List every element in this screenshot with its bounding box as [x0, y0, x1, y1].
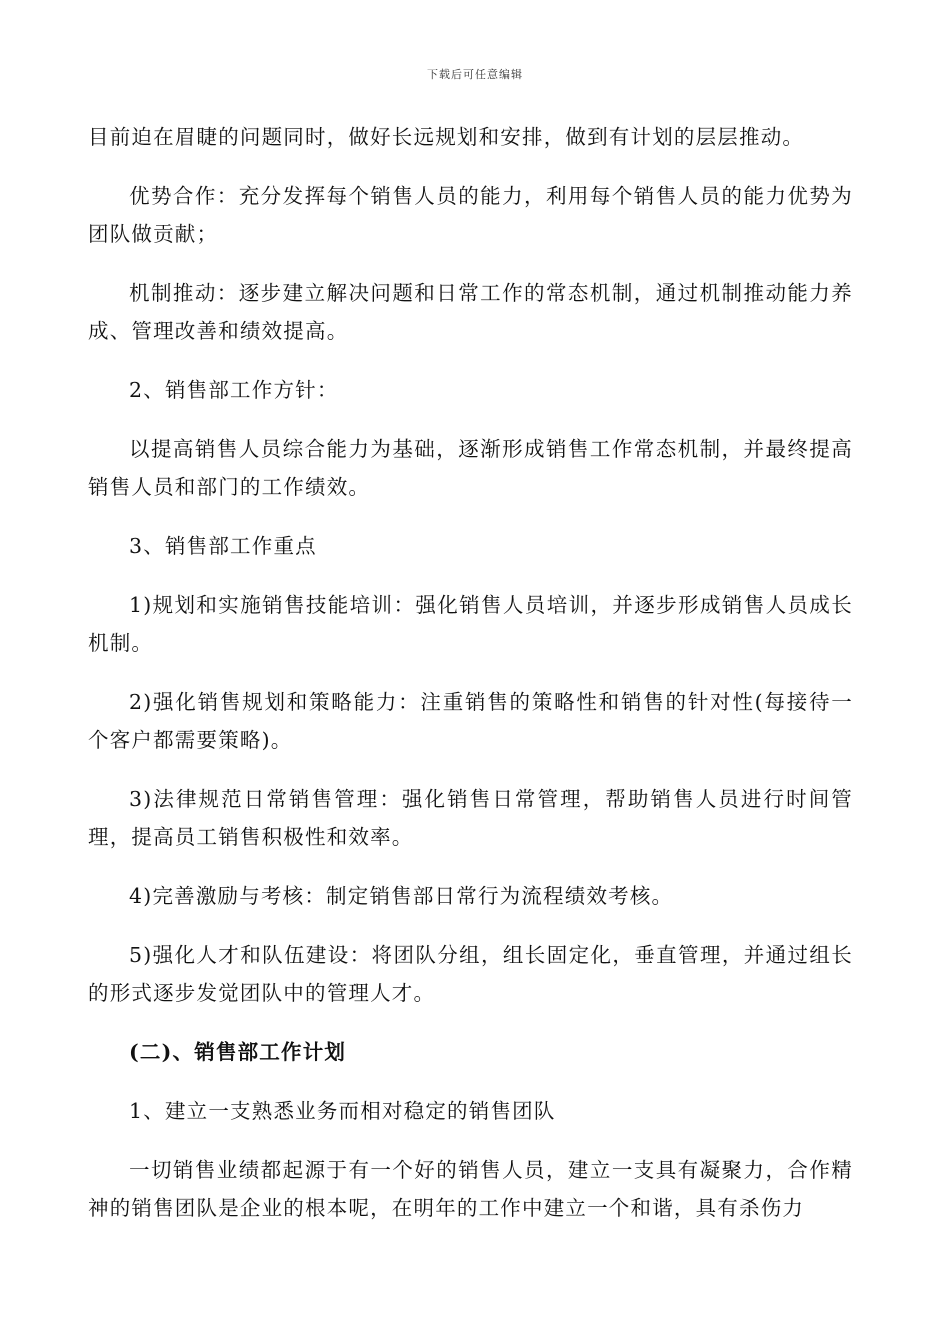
list-item: 4)完善激励与考核：制定销售部日常行为流程绩效考核。: [129, 884, 674, 908]
paragraph: 机制推动：逐步建立解决问题和日常工作的常态机制，通过机制推动能力养成、管理改善和绩效提高。: [88, 281, 853, 343]
section-heading: 1、建立一支熟悉业务而相对稳定的销售团队: [129, 1099, 556, 1123]
list-item: 2)强化销售规划和策略能力：注重销售的策略性和销售的针对性(每接待一个客户都需要策略)。: [88, 690, 853, 752]
chapter-heading: (二)、销售部工作计划: [129, 1040, 347, 1064]
paragraph: 以提高销售人员综合能力为基础，逐渐形成销售工作常态机制，并最终提高销售人员和部门的工作绩效。: [88, 437, 853, 499]
list-item: 3)法律规范日常销售管理：强化销售日常管理，帮助销售人员进行时间管理，提高员工销售积极性和效率。: [88, 787, 853, 849]
document-body: [88, 118, 853, 1248]
list-item: 1)规划和实施销售技能培训：强化销售人员培训，并逐步形成销售人员成长机制。: [88, 593, 853, 655]
section-heading: 3、销售部工作重点: [129, 534, 317, 558]
page-header: 下载后可任意编辑: [427, 68, 523, 81]
list-item: 5)强化人才和队伍建设：将团队分组，组长固定化，垂直管理，并通过组长的形式逐步发觉团队中的管理人才。: [88, 943, 853, 1005]
paragraph: 优势合作：充分发挥每个销售人员的能力，利用每个销售人员的能力优势为团队做贡献；: [88, 184, 853, 246]
section-heading: 2、销售部工作方针：: [129, 378, 339, 402]
paragraph: 一切销售业绩都起源于有一个好的销售人员，建立一支具有凝聚力，合作精神的销售团队是企业的根本呢，在明年的工作中建立一个和谐，具有杀伤力: [88, 1158, 853, 1220]
paragraph: 目前迫在眉睫的问题同时，做好长远规划和安排，做到有计划的层层推动。: [88, 125, 805, 149]
